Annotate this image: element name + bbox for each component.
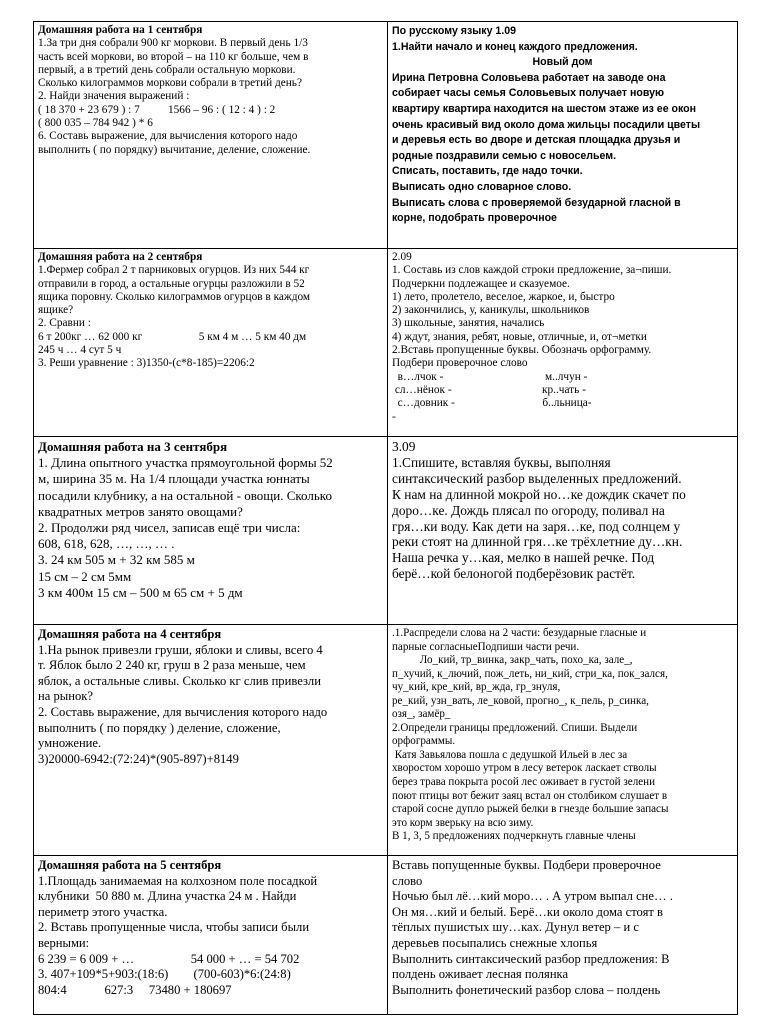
text-line: 2) закончились, у, каникулы, школьников <box>392 304 590 317</box>
text-line: 3)20000-6942:(72:24)*(905-897)+8149 <box>38 751 239 766</box>
text-line: 1.Найти начало и конец каждого предложения. <box>392 40 638 53</box>
text-line: 2. Продолжи ряд чисел, записав ещё три числа: <box>38 520 301 536</box>
text-title: Новый дом <box>532 56 593 69</box>
text-line: верными: <box>38 935 90 950</box>
text-line: п_хучий, к_лючий, пож_леть, ни_кий, стри_ка, пок_зался, <box>392 667 668 680</box>
text-line: первый, а в третий день собрали остальную моркови. <box>38 63 296 76</box>
text-line: хворостом хорошо утром в лесу ветерок ласкает стволы <box>392 762 657 775</box>
text-line: 6. Составь выражение, для вычисления которого надо <box>38 130 298 143</box>
text-line: отправили в город, а остальные огурцы разложили в 52 <box>38 277 305 290</box>
text-line: 6 т 200кг … 62 000 кг 5 км 4 м … 5 км 40 дм <box>38 330 307 343</box>
text-line: т. Яблок было 2 240 кг, груш в 2 раза меньше, чем <box>38 658 306 673</box>
table-row <box>34 22 738 249</box>
text-line: 1) лето, пролетело, веселое, жаркое, и, быстро <box>392 290 615 303</box>
text-line: доро…ке. Дождь плясал по огороду, поливал на <box>392 502 665 518</box>
text-line: 3. 24 км 505 м + 32 км 585 м <box>38 552 195 568</box>
text-line: яблок, а остальные сливы. Сколько кг слив привезли <box>38 673 321 688</box>
text-line: В 1, 3, 5 предложениях подчеркнуть главные члены <box>392 830 636 843</box>
homework-table <box>33 21 738 1015</box>
text-line: ре_кий, узн_вать, ле_ковой, прогно_, к_пель, р_синка, <box>392 694 649 707</box>
text-line: 3) школьные, занятия, начались <box>392 317 545 330</box>
text-line: Наша речка у…кая, мелко в нашей речке. Под <box>392 550 655 566</box>
text-line: Подбери проверочное слово <box>392 357 528 370</box>
text-line: Он мя…кий и белый. Берё…ки около дома стоят в <box>392 904 663 919</box>
cell-heading: Домашняя работа на 4 сентября <box>38 627 222 641</box>
text-line: берез трава покрыта росой лес оживает в густой зелени <box>392 776 656 789</box>
text-line: 2.Определи границы предложений. Спиши. Выдели <box>392 721 638 734</box>
table-row <box>34 437 738 625</box>
text-line: синтаксический разбор выделенных предложений. <box>392 470 682 486</box>
text-line: Ночью был лё…кий моро… . А утром выпал сне… . <box>392 889 673 904</box>
text-line: старой сосне дупло рыжей белки в гнезде большие запасы <box>392 803 669 816</box>
text-line: в…лчок - м..лчун - <box>392 370 588 383</box>
text-line: ящика поровну. Сколько килограммов огурцов в каждом <box>38 290 311 303</box>
math-cell-sept-3 <box>34 437 388 625</box>
text-line: 4) ждут, знания, ребят, новые, отличные, и, от¬метки <box>392 330 647 343</box>
table-row <box>34 625 738 856</box>
text-line: 2. Составь выражение, для вычисления которого надо <box>38 704 328 719</box>
text-line: ( 800 035 – 784 942 ) * 6 <box>38 117 153 130</box>
cell-heading: 3.09 <box>392 439 416 454</box>
russian-cell-sept-3 <box>388 437 738 625</box>
text-line: 245 ч … 4 сут 5 ч <box>38 344 122 357</box>
text-line: гря…ки воду. Как дети на заря…ке, под солнцем у <box>392 518 681 534</box>
text-line: 3 км 400м 15 см – 500 м 65 см + 5 дм <box>38 584 243 600</box>
table-row <box>34 856 738 1015</box>
text-line: м, ширина 35 м. На 1/4 площади участка юннаты <box>38 471 310 487</box>
cell-heading: Домашняя работа на 3 сентября <box>38 439 228 454</box>
text-line: и деревья есть во дворе и детская площадка друзья и <box>392 134 681 147</box>
text-line: 15 см – 2 см 5мм <box>38 568 132 584</box>
text-line: Ло_кий, тр_винка, закр_чать, похо_ка, зале_, <box>392 654 633 667</box>
text-line: Выполнить фонетический разбор слова – полдень <box>392 982 661 997</box>
text-line: 1.Площадь занимаемая на колхозном поле посадкой <box>38 873 318 888</box>
text-line: умножение. <box>38 736 102 751</box>
text-line: Ирина Петровна Соловьева работает на заводе она <box>392 71 666 84</box>
text-line: 804:4 627:3 73480 + 180697 <box>38 982 232 997</box>
text-line: очень красивый вид около дома жильцы посадили цветы <box>392 118 701 131</box>
text-line: сл…нёнок - кр..чать - <box>392 383 586 396</box>
text-line: квадратных метров занято овощами? <box>38 503 243 519</box>
cell-heading: Домашняя работа на 5 сентября <box>38 858 222 872</box>
table-row <box>34 249 738 437</box>
cell-heading: 2.09 <box>392 251 412 263</box>
text-line: ( 18 370 + 23 679 ) : 7 1566 – 96 : ( 12 : 4 ) : 2 <box>38 103 276 116</box>
text-line: с…довник - б..льница- <box>392 397 592 410</box>
text-line: Выписать слова с проверяемой безударной гласной в <box>392 196 681 209</box>
text-line: чу_кий, кре_кий, вр_жда, гр_знуля, <box>392 681 561 694</box>
text-line: берё…кой белоногой подберёзовик растёт. <box>392 566 636 582</box>
text-line: Выписать одно словарное слово. <box>392 180 572 193</box>
text-line: это корм зверьку на всю зиму. <box>392 816 534 829</box>
text-line: выполнить ( по порядку) вычитание, деление, сложение. <box>38 143 311 156</box>
text-line: часть всей моркови, во второй – на 110 кг больше, чем в <box>38 50 309 63</box>
text-line: 1.За три дня собрали 900 кг моркови. В первый день 1/3 <box>38 37 308 50</box>
text-line: 1.Спишите, вставляя буквы, выполняя <box>392 454 611 470</box>
text-line: 608, 618, 628, …, …, … . <box>38 536 175 552</box>
text-line: .1.Распредели слова на 2 части: безударные гласные и <box>392 627 647 639</box>
text-line: 6 239 = 6 009 + … 54 000 + … = 54 702 <box>38 951 300 966</box>
text-line: поют птицы вот бежит заяц встал он столбиком слушает в <box>392 789 668 802</box>
text-line: Вставь попущенные буквы. Подбери проверочное <box>392 858 661 872</box>
text-line: полдень оживает лесная полянка <box>392 967 569 982</box>
text-line: Подчеркни подлежащее и сказуемое. <box>392 277 570 290</box>
text-line: парные согласныеПодпиши части речи. <box>392 640 580 653</box>
text-line: 1.На рынок привезли груши, яблоки и сливы, всего 4 <box>38 642 323 657</box>
math-cell-sept-4 <box>34 625 388 856</box>
text-line: 2. Сравни : <box>38 317 91 330</box>
text-line: выполнить ( по порядку ) деление, сложение, <box>38 720 281 735</box>
text-line: Сколько килограммов моркови собрали в третий день? <box>38 77 302 90</box>
text-line: тёплых пушистых шу…ках. Дунул ветер – и с <box>392 920 639 935</box>
text-line: родные поздравили семью с новосельем. <box>392 149 617 162</box>
text-line: ящике? <box>38 304 74 317</box>
text-line: на рынок? <box>38 689 93 704</box>
text-line: К нам на длинной мокрой но…ке дождик скачет по <box>392 486 686 502</box>
text-line: - <box>392 410 396 423</box>
cell-heading: Домашняя работа на 1 сентября <box>38 24 203 36</box>
text-line: Выполнить синтаксический разбор предложения: В <box>392 951 670 966</box>
text-line: 2. Вставь пропущенные числа, чтобы записи были <box>38 920 310 935</box>
text-line: собирает часы семья Соловьевых получает новую <box>392 87 665 100</box>
text-line: квартиру квартира находится на шестом этаже из ее окон <box>392 102 697 115</box>
text-line: слово <box>392 873 423 888</box>
text-line: 2. Найди значения выражений : <box>38 90 190 103</box>
russian-cell-sept-2 <box>388 249 738 437</box>
text-line: 2.Вставь пропущенные буквы. Обозначь орфограмму. <box>392 344 652 357</box>
text-line: посадили клубнику, а на остальной - овощи. Сколько <box>38 487 332 503</box>
math-cell-sept-2 <box>34 249 388 437</box>
text-line: 1.Фермер собрал 2 т парниковых огурцов. Из них 544 кг <box>38 264 310 277</box>
russian-cell-sept-4 <box>388 625 738 856</box>
text-line: 3. 407+109*5+903:(18:6) (700-603)*6:(24:8) <box>38 967 291 982</box>
text-line: озя_, замёр_ <box>392 708 451 721</box>
math-cell-sept-5 <box>34 856 388 1015</box>
text-line: Списать, поставить, где надо точки. <box>392 165 583 178</box>
text-line: 1. Составь из слов каждой строки предложение, за¬пиши. <box>392 264 672 277</box>
math-cell-sept-1 <box>34 22 388 249</box>
text-line: корне, подобрать проверочное <box>392 212 557 225</box>
text-line: 3. Реши уравнение : 3)1350-(с*8-185)=2206:2 <box>38 357 255 370</box>
cell-heading: Домашняя работа на 2 сентября <box>38 251 203 263</box>
text-line: деревьев посыпались снежные хлопья <box>392 935 598 950</box>
cell-heading: По русскому языку 1.09 <box>392 25 517 37</box>
text-line: реки стоят на длинной гря…ке трёхлетние ду…кн. <box>392 534 683 550</box>
text-line: периметр этого участка. <box>38 904 168 919</box>
russian-cell-sept-5 <box>388 856 738 1015</box>
text-line: орфограммы. <box>392 735 456 748</box>
text-line: 1. Длина опытного участка прямоугольной формы 52 <box>38 455 333 471</box>
text-line: клубники 50 880 м. Длина участка 24 м . Найди <box>38 889 297 904</box>
text-line: Катя Завьялова пошла с дедушкой Ильей в лес за <box>392 748 628 761</box>
russian-cell-sept-1 <box>388 22 738 249</box>
